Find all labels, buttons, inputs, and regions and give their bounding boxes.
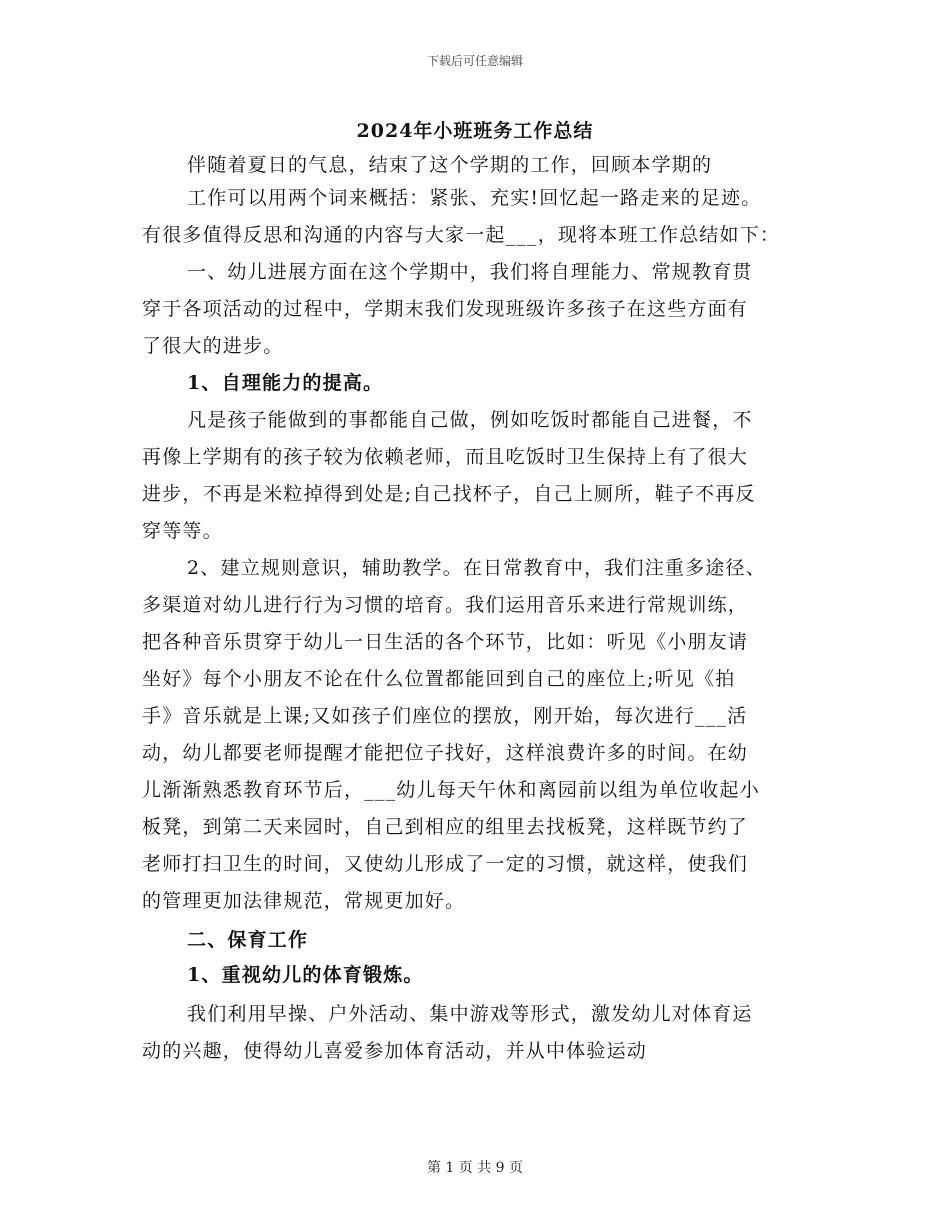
paragraph-line: 手》音乐就是上课;又如孩子们座位的摆放，刚开始，每次进行___活 <box>142 705 748 727</box>
paragraph-line: 一、幼儿进展方面在这个学期中，我们将自理能力、常规教育贯 <box>187 261 753 283</box>
paragraph-line: 2、建立规则意识，辅助教学。在日常教育中，我们注重多途径、 <box>187 557 766 579</box>
document-title: 2024年小班班务工作总结 <box>356 120 594 142</box>
paragraph-line: 有很多值得反思和沟通的内容与大家一起___，现将本班工作总结如下： <box>142 224 781 246</box>
paragraph-line: 的管理更加法律规范，常规更加好。 <box>142 890 466 912</box>
paragraph-line: 儿渐渐熟悉教育环节后，___幼儿每天午休和离园前以组为单位收起小 <box>142 779 760 801</box>
paragraph-line: 工作可以用两个词来概括：紧张、充实!回忆起一路走来的足迹。 <box>187 187 762 209</box>
page-footer: 第 1 页 共 9 页 <box>426 1160 524 1176</box>
paragraph-line: 我们利用早操、户外活动、集中游戏等形式，激发幼儿对体育运 <box>187 1003 753 1025</box>
paragraph-line: 多渠道对幼儿进行行为习惯的培育。我们运用音乐来进行常规训练， <box>142 594 749 616</box>
paragraph-line: 了很大的进步。 <box>142 335 284 357</box>
section-heading: 二、保育工作 <box>187 929 309 951</box>
section-heading: 1、自理能力的提高。 <box>187 372 384 394</box>
paragraph-line: 老师打扫卫生的时间，又使幼儿形成了一定的习惯，就这样，使我们 <box>142 853 749 875</box>
paragraph-line: 进步，不再是米粒掉得到处是;自己找杯子，自己上厕所，鞋子不再反 <box>142 483 756 505</box>
section-heading: 1、重视幼儿的体育锻炼。 <box>187 964 424 986</box>
paragraph-line: 凡是孩子能做到的事都能自己做，例如吃饭时都能自己进餐，不 <box>187 409 753 431</box>
paragraph-line: 穿于各项活动的过程中，学期末我们发现班级许多孩子在这些方面有 <box>142 298 749 320</box>
paragraph-line: 坐好》每个小朋友不论在什么位置都能回到自己的座位上;听见《拍 <box>142 668 736 690</box>
paragraph-line: 伴随着夏日的气息，结束了这个学期的工作，回顾本学期的 <box>187 154 713 176</box>
paragraph-line: 动的兴趣，使得幼儿喜爱参加体育活动，并从中体验运动 <box>142 1040 648 1062</box>
paragraph-line: 动，幼儿都要老师提醒才能把位子找好，这样浪费许多的时间。在幼 <box>142 742 749 764</box>
paragraph-line: 再像上学期有的孩子较为依赖老师，而且吃饭时卫生保持上有了很大 <box>142 446 749 468</box>
paragraph-line: 把各种音乐贯穿于幼儿一日生活的各个环节，比如：听见《小朋友请 <box>142 631 749 653</box>
header-note: 下载后可任意编辑 <box>426 54 523 68</box>
paragraph-line: 板凳，到第二天来园时，自己到相应的组里去找板凳，这样既节约了 <box>142 816 749 838</box>
paragraph-line: 穿等等。 <box>142 520 223 542</box>
